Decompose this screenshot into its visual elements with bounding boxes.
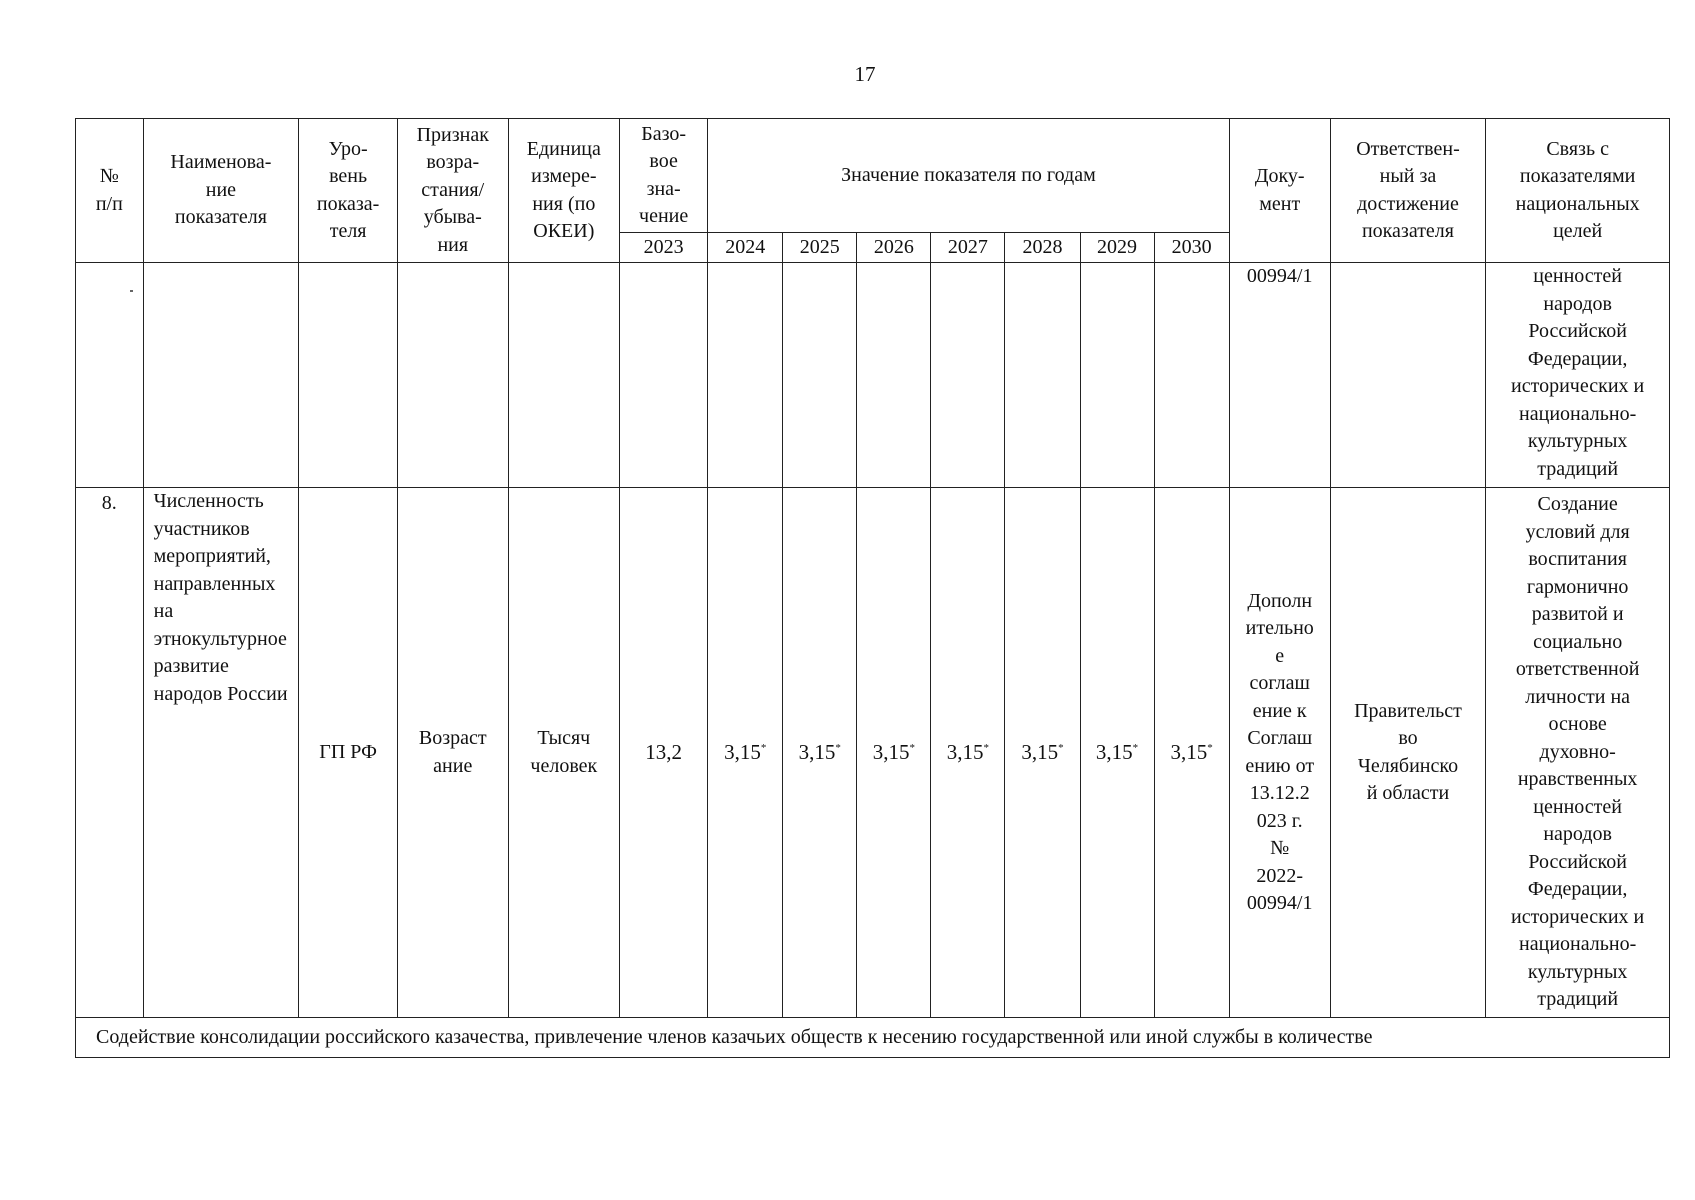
value-text: 3,15: [872, 739, 910, 764]
cell-value-2029: [1080, 488, 1154, 1018]
footnote-mark: *: [1207, 741, 1213, 754]
value-text: 3,15: [724, 739, 761, 764]
cell-num: 8.: [76, 488, 144, 1018]
cell-value-2026: [857, 488, 931, 1018]
table-row-8: [76, 488, 1670, 1018]
cell-link: Создание условий для воспитания гармонично развитой и социально ответственной личности на основе духовно- нравственных ценностей народов Российской Федерации, исторических и национально- культурных традиций: [1486, 488, 1670, 1018]
cell-empty: [620, 263, 708, 488]
header-level: Уро- вень показа- теля: [299, 119, 398, 263]
cell-empty: [299, 263, 398, 488]
footnote-mark: *: [835, 741, 841, 754]
header-year: 2027: [931, 233, 1005, 263]
header-num: № п/п: [76, 119, 144, 263]
table-row-continued: [76, 263, 1670, 488]
header-link: Связь с показателями национальных целей: [1486, 119, 1670, 263]
header-year: 2024: [708, 233, 783, 263]
cell-value-2025: [783, 488, 857, 1018]
value-text: 3,15: [946, 739, 984, 764]
header-document: Доку- мент: [1229, 119, 1330, 263]
cell-empty: [397, 263, 508, 488]
cell-document: 00994/1: [1229, 263, 1330, 488]
cell-document: Дополн ительно е соглаш ение к Соглаш ению от 13.12.2 023 г. № 2022- 00994/1: [1229, 488, 1330, 1018]
section-heading: Содействие консолидации российского казачества, привлечение членов казачьих обществ к несению государственной или иной службы в количестве: [76, 1018, 1670, 1058]
footnote-mark: *: [1058, 741, 1064, 754]
page-number: 17: [854, 62, 876, 86]
value-text: 3,15: [1170, 739, 1208, 764]
header-row: [76, 119, 1670, 233]
cell-empty: [76, 263, 144, 488]
header-responsible: Ответствен- ный за достижение показателя: [1330, 119, 1486, 263]
cell-responsible: Правительст во Челябинско й области: [1330, 488, 1486, 1018]
header-year: 2026: [857, 233, 931, 263]
footnote-mark: *: [909, 741, 915, 754]
value-text: 3,15: [1021, 739, 1059, 764]
cell-empty: [143, 263, 299, 488]
cell-value-2027: [931, 488, 1005, 1018]
header-base: Базо- вое зна- чение: [620, 119, 708, 233]
cell-level: ГП РФ: [299, 488, 398, 1018]
header-year: 2029: [1080, 233, 1154, 263]
cell-value-2030: [1154, 488, 1229, 1018]
cell-value-2024: [708, 488, 783, 1018]
cell-empty: [1080, 263, 1154, 488]
cell-value-2028: [1005, 488, 1080, 1018]
header-name: Наименова- ние показателя: [143, 119, 299, 263]
cell-base-value: 13,2: [620, 488, 708, 1018]
header-values-group: Значение показателя по годам: [708, 119, 1230, 233]
cell-empty: [1005, 263, 1080, 488]
cell-empty: [783, 263, 857, 488]
header-unit: Единица измере- ния (по ОКЕИ): [508, 119, 620, 263]
header-base-year: 2023: [620, 233, 708, 263]
cell-name: Численность участников мероприятий, направленных на этнокультурное развитие народов России: [143, 488, 299, 1018]
header-sign: Признак возра- стания/ убыва- ния: [397, 119, 508, 263]
section-row: [76, 1018, 1670, 1058]
cell-empty: [931, 263, 1005, 488]
indicators-table: [75, 118, 1670, 1058]
cell-unit: Тысяч человек: [508, 488, 620, 1018]
cell-empty: [1330, 263, 1486, 488]
footnote-mark: *: [983, 741, 989, 754]
cell-empty: [708, 263, 783, 488]
cell-sign: Возраст ание: [397, 488, 508, 1018]
cell-link: ценностей народов Российской Федерации, исторических и национально- культурных традиций: [1486, 263, 1670, 488]
header-year: 2028: [1005, 233, 1080, 263]
value-text: 3,15: [1095, 739, 1133, 764]
footnote-mark: *: [760, 741, 767, 754]
cell-empty: [508, 263, 620, 488]
cell-empty: [857, 263, 931, 488]
header-year: 2030: [1154, 233, 1229, 263]
cell-empty: [1154, 263, 1229, 488]
header-year: 2025: [783, 233, 857, 263]
value-text: 3,15: [798, 739, 836, 764]
footnote-mark: *: [1132, 741, 1139, 754]
